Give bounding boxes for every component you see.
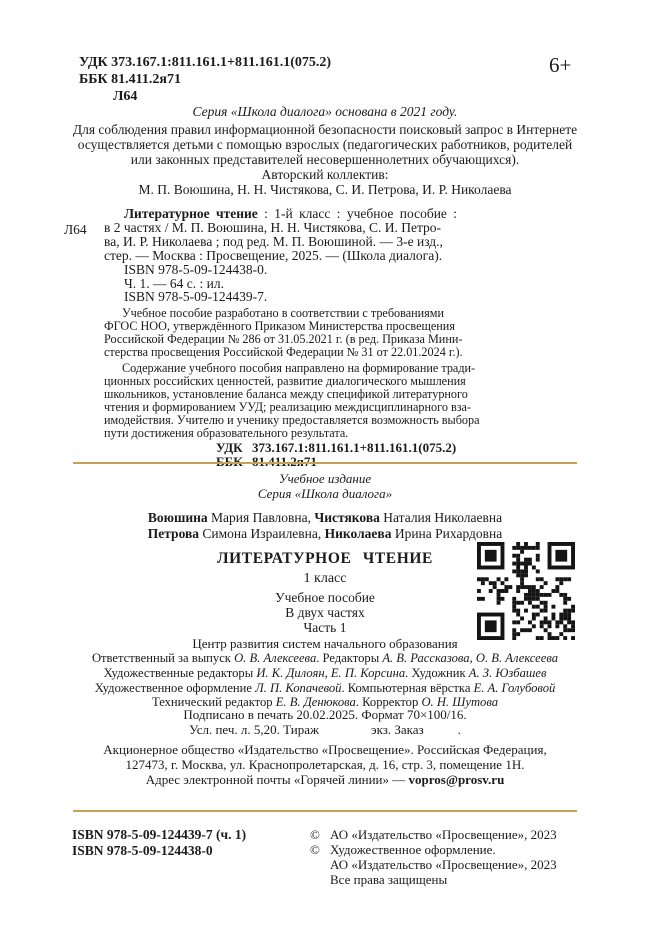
copyright-text: АО «Издательство «Просвещение», 2023: [330, 827, 557, 842]
series-founded-note: Серия «Школа диалога» основана в 2021 году.: [192, 104, 458, 119]
annotation-line: пути достижения образовательного результата.: [104, 425, 349, 440]
internet-safety-note: [0, 122, 650, 168]
credit-role: . Компьютерная вёрстка: [341, 680, 474, 695]
grade-line: 1 класс: [303, 571, 347, 586]
copyright-text: Художественное оформление.: [330, 842, 496, 857]
credits-line: [0, 666, 650, 681]
author-given-names: Ирина Рихардовна: [391, 525, 503, 541]
author-surname: Петрова: [147, 525, 200, 541]
qr-code: [477, 542, 575, 640]
card-catalogue-codes: [216, 441, 508, 469]
credit-name: А. В. Рассказова, О. В. Алексеева: [382, 651, 559, 665]
bibliographic-entry: [104, 207, 508, 304]
copyright-row: [310, 857, 557, 872]
copyright-row: [310, 872, 557, 887]
udk-code: УДК 373.167.1:811.161.1+811.161.1(075.2): [79, 55, 332, 70]
credit-name: О. В. Алексеева: [234, 651, 317, 665]
author-given-names: Симона Израилевна,: [199, 525, 325, 541]
credit-role: Художественные редакторы: [103, 665, 257, 680]
udk-value: 373.167.1:811.161.1+811.161.1(075.2): [252, 440, 457, 456]
entry-line: ва, И. Р. Николаева ; под ред. М. П. Воюшиной. — 3-е изд.,: [104, 233, 443, 249]
gold-divider-bottom: [73, 810, 577, 812]
bbk-code: ББК 81.411.2я71: [79, 72, 181, 87]
gold-divider-top: [73, 462, 577, 464]
isbn-line: ISBN 978-5-09-124438-0: [72, 843, 213, 858]
credit-name: О. Н. Шутова: [421, 695, 499, 710]
edition-kind: Учебное издание: [278, 471, 372, 486]
edition-type-line: Учебное пособие: [275, 590, 375, 605]
annotation-line: имодействия. Учителю и ученику предоставляется возможность выбора: [104, 412, 480, 427]
print-date-format: Подписано в печать 20.02.2025. Формат 70×100/16.: [183, 707, 467, 722]
annotation-line: ционных российских ценностей, развитие диалогического мышления: [104, 373, 466, 388]
top-catalogue-codes: [79, 54, 331, 105]
print-sheets-line: [0, 722, 650, 737]
part-info: Ч. 1. — 64 с. : ил.: [124, 275, 224, 291]
safety-line: осуществляется детьми с помощью взрослых (педагогических работников, родителей: [77, 137, 573, 153]
author-collective-heading: Авторский коллектив:: [261, 167, 389, 182]
safety-line: или законных представителей несовершеннолетних обучающихся).: [130, 152, 520, 168]
catalogue-card: [64, 207, 508, 469]
safety-line: Для соблюдения правил информационной безопасности поисковый запрос в Интернете: [72, 122, 578, 137]
author-surname: Воюшина: [147, 510, 208, 525]
copyright-text: АО «Издательство «Просвещение», 2023: [330, 857, 557, 872]
publisher-address: [0, 742, 650, 772]
credit-name: А. З. Юзбашев: [468, 665, 547, 680]
credit-role: Художественное оформление: [94, 680, 256, 695]
annotation-fgos: [104, 307, 508, 359]
development-centre-line: Центр развития систем начального образования: [192, 636, 458, 651]
copyright-text: Все права защищены: [330, 872, 448, 887]
author-given-names: Мария Павловна,: [207, 510, 315, 525]
credit-role: Ответственный за выпуск: [91, 651, 235, 665]
parts-line: В двух частях: [285, 605, 365, 620]
entry-line: в 2 частях / М. П. Воюшина, Н. Н. Чистякова, С. И. Петро-: [104, 219, 442, 235]
udk-code-bottom: [216, 441, 508, 455]
copyright-block: [310, 827, 557, 887]
credit-name: И. К. Дилоян, Е. П. Корсина: [256, 665, 406, 680]
line-period: .: [457, 722, 461, 738]
hotline-label: Адрес электронной почты «Горячей линии» —: [145, 772, 409, 787]
annotation-line: стерства просвещения Российской Федерации № 31 от 22.01.2024 г.).: [104, 345, 463, 360]
author-surname: Чистякова: [314, 510, 380, 525]
full-author-names: [0, 510, 650, 541]
credit-name: Е. В. Денюкова: [275, 695, 356, 710]
isbn-part2: ISBN 978-5-09-124439-7.: [124, 289, 268, 305]
sheets-tirazh: Усл. печ. л. 5,20. Тираж: [189, 722, 319, 738]
entry-title-rest: : 1-й класс : учебное пособие :: [257, 206, 458, 221]
isbn-block: [72, 827, 246, 859]
isbn-line: ISBN 978-5-09-124439-7 (ч. 1): [72, 827, 247, 842]
author-collective-names: М. П. Воюшина, Н. Н. Чистякова, С. И. Петрова, И. Р. Николаева: [138, 182, 512, 197]
edition-block: [0, 471, 650, 501]
copyright-symbol: ©: [310, 827, 320, 842]
book-title: Литературное чтение: [124, 206, 258, 221]
author-given-names: Наталия Николаевна: [379, 510, 503, 525]
annotation-line: чтения и формированием УУД; реализацию междисциплинарного вза-: [104, 399, 471, 414]
credit-role: . Редакторы: [316, 651, 383, 665]
copyright-symbol: [310, 857, 330, 872]
annotation-line: Содержание учебного пособия направлено на формирование тради-: [122, 360, 476, 375]
credit-role: Технический редактор: [151, 695, 276, 710]
annotation-line: Учебное пособие разработано в соответствии с требованиями: [122, 306, 445, 321]
catalogue-margin-label: Л64: [64, 222, 87, 237]
copyright-row: [310, 827, 557, 842]
author-name-line: [0, 526, 650, 542]
hotline-email-line: [0, 772, 650, 788]
copyright-symbol: ©: [310, 842, 320, 857]
credits-line: [0, 651, 650, 666]
credit-name: Е. А. Голубовой: [473, 680, 556, 695]
part-number-line: Часть 1: [303, 620, 347, 635]
udk-label: УДК: [216, 440, 243, 456]
staff-credits: [0, 651, 650, 710]
isbn-part1: ISBN 978-5-09-124438-0.: [124, 261, 268, 277]
entry-title-line: [104, 207, 508, 221]
annotation-line: Российской Федерации № 286 от 31.05.2021 г. (в ред. Приказа Мини-: [104, 332, 463, 347]
age-rating-badge: 6+: [549, 53, 572, 77]
author-name-line: [0, 510, 650, 526]
print-run-info: [0, 707, 650, 737]
copyright-symbol: [310, 872, 330, 887]
annotation-content: [104, 362, 508, 439]
publisher-line: Акционерное общество «Издательство «Просвещение». Российская Федерация,: [103, 742, 547, 757]
author-sign-code: Л64: [113, 89, 138, 104]
credit-role: . Художник: [405, 665, 469, 680]
annotation-line: школьников, установление баланса между спецификой литературного: [104, 386, 468, 401]
ekz-zakaz: экз. Заказ: [370, 722, 424, 738]
credits-line: [0, 681, 650, 696]
annotation-line: ФГОС НОО, утверждённого Приказом Министерства просвещения: [104, 319, 455, 334]
author-surname: Николаева: [324, 525, 392, 541]
credit-role: . Корректор: [355, 695, 422, 710]
edition-series: Серия «Школа диалога»: [257, 486, 393, 501]
hotline-email: vopros@prosv.ru: [408, 772, 505, 787]
credit-name: Л. П. Копачевой: [255, 680, 342, 695]
publisher-line: 127473, г. Москва, ул. Краснопролетарская, д. 16, стр. 3, помещение 1Н.: [125, 757, 525, 773]
entry-line: стер. — Москва : Просвещение, 2025. — (Школа диалога).: [104, 247, 443, 263]
copyright-row: [310, 842, 557, 857]
book-main-title: ЛИТЕРАТУРНОЕ ЧТЕНИЕ: [216, 550, 433, 567]
